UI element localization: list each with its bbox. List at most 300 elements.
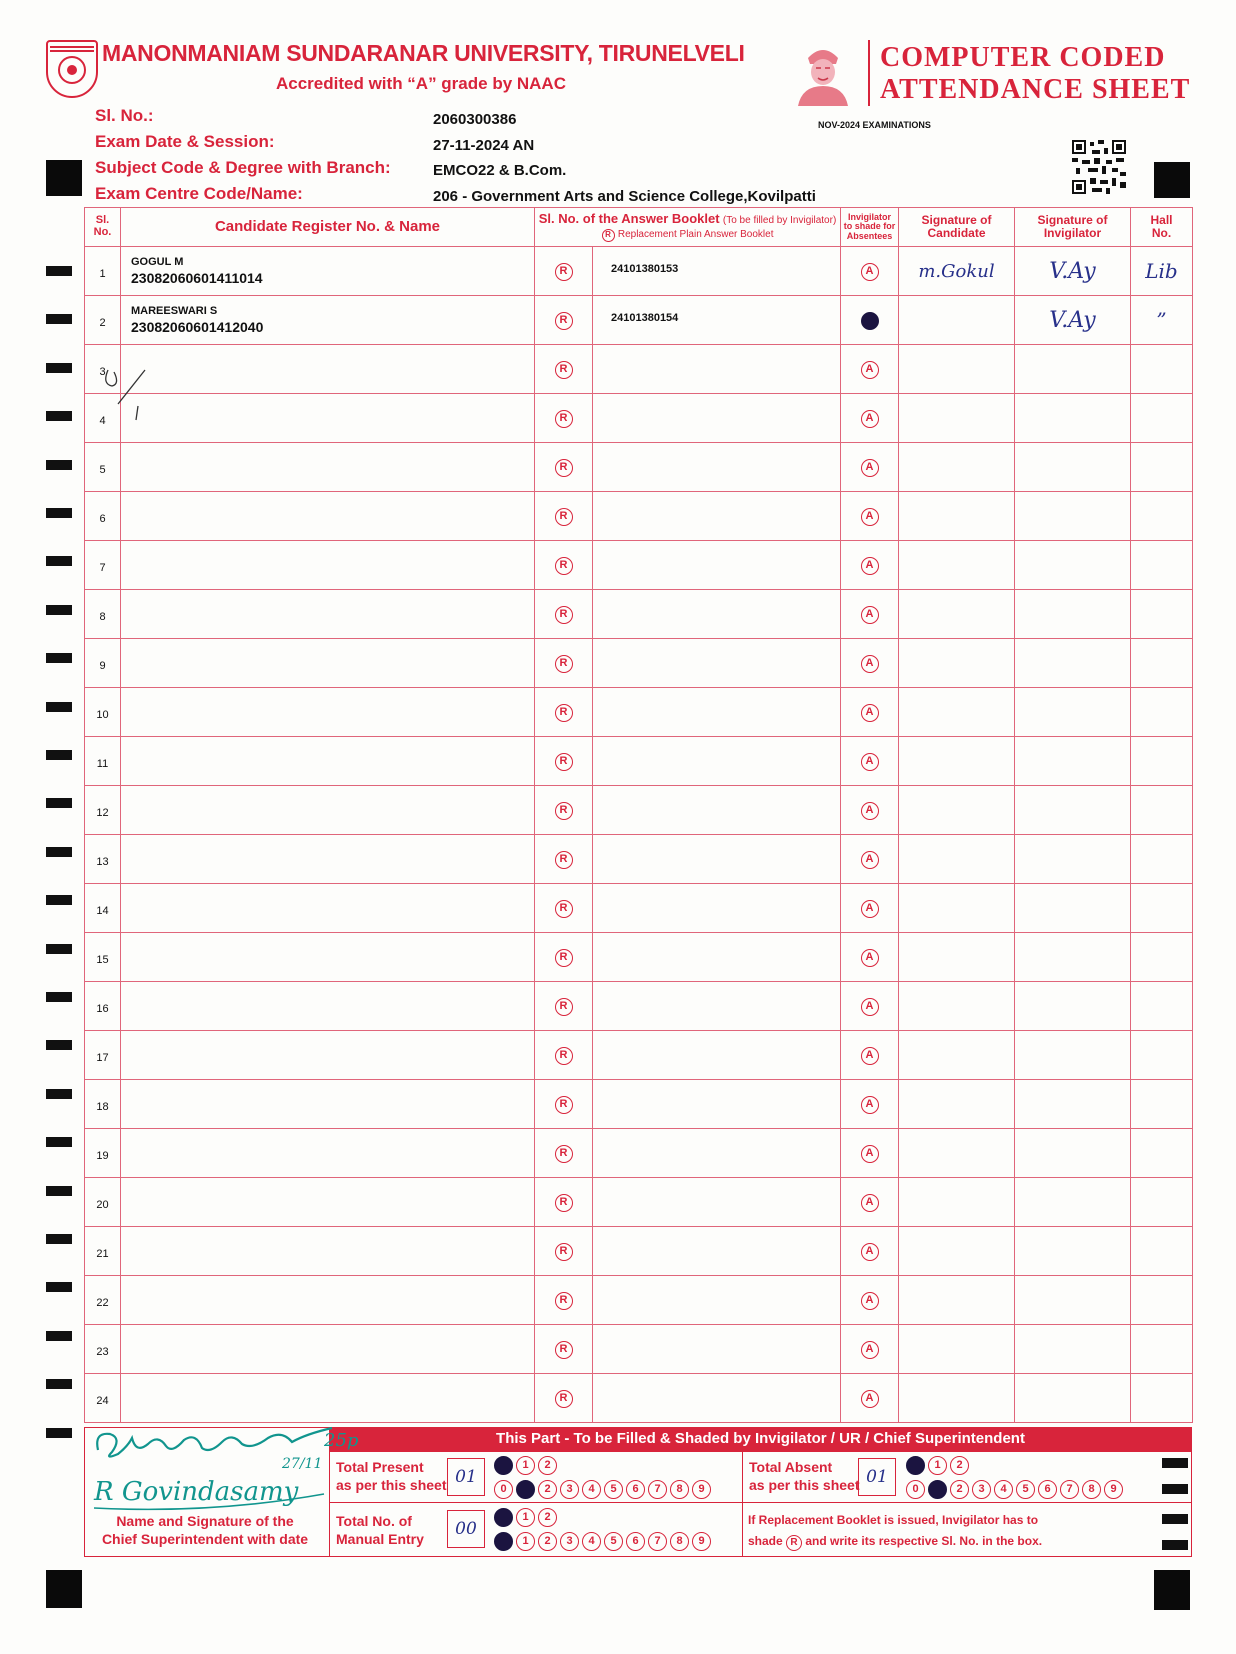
timing-mark [46,1137,72,1147]
row-invigilator-signature[interactable] [1015,737,1131,786]
row-sl-no: 9 [85,639,121,688]
row-invigilator-signature[interactable] [1015,247,1131,296]
digit-bubble[interactable]: 0 [906,1480,925,1499]
table-row [85,982,1193,1031]
timing-mark [46,1089,72,1099]
row-sl-no: 3 [85,345,121,394]
table-row [85,1129,1193,1178]
digit-bubble[interactable]: 6 [1038,1480,1057,1499]
row-replacement-cell[interactable] [535,1129,593,1178]
digit-bubble[interactable]: 1 [516,1508,535,1527]
replacement-bubble[interactable]: R [555,459,573,477]
row-invigilator-signature[interactable] [1015,786,1131,835]
row-candidate [121,1276,535,1325]
table-row [85,1031,1193,1080]
row-absent-cell[interactable] [841,688,899,737]
absent-bubble[interactable]: A [861,998,879,1016]
row-absent-cell[interactable] [841,492,899,541]
row-absent-cell[interactable] [841,982,899,1031]
digit-bubble[interactable]: 6 [626,1532,645,1551]
digit-bubble[interactable]: 1 [516,1532,535,1551]
row-candidate-signature[interactable] [899,1178,1015,1227]
digit-bubble[interactable]: 0 [494,1480,513,1499]
row-absent-cell[interactable] [841,1178,899,1227]
absent-bubble[interactable]: A [861,508,879,526]
row-invigilator-signature[interactable] [1015,443,1131,492]
row-replacement-cell[interactable] [535,1325,593,1374]
replacement-bubble[interactable]: R [555,410,573,428]
table-row [85,345,1193,394]
row-hall-no[interactable] [1131,1374,1193,1423]
manual-entry-unit-bubbles[interactable] [494,1532,711,1551]
row-invigilator-signature[interactable] [1015,884,1131,933]
table-row [85,933,1193,982]
row-candidate-signature[interactable] [899,786,1015,835]
row-booklet-no[interactable] [593,1325,841,1374]
row-absent-cell[interactable] [841,1129,899,1178]
replacement-bubble[interactable]: R [555,1292,573,1310]
row-booklet-no[interactable] [593,296,841,345]
row-hall-no[interactable] [1131,443,1193,492]
replacement-bubble[interactable]: R [555,1341,573,1359]
row-booklet-no[interactable] [593,1178,841,1227]
row-hall-no[interactable] [1131,394,1193,443]
row-absent-cell[interactable] [841,1031,899,1080]
absent-bubble[interactable]: A [861,459,879,477]
row-absent-cell[interactable] [841,835,899,884]
row-replacement-cell[interactable] [535,590,593,639]
digit-bubble[interactable]: 8 [670,1532,689,1551]
row-hall-no[interactable] [1131,688,1193,737]
digit-bubble[interactable] [494,1456,513,1475]
replacement-bubble[interactable]: R [555,606,573,624]
replacement-bubble[interactable]: R [555,1390,573,1408]
row-booklet-no[interactable] [593,884,841,933]
row-booklet-no[interactable] [593,1374,841,1423]
founder-portrait-icon [792,40,854,106]
row-hall-no[interactable] [1131,737,1193,786]
row-replacement-cell[interactable] [535,345,593,394]
table-row [85,492,1193,541]
row-booklet-no[interactable] [593,541,841,590]
table-row [85,296,1193,345]
digit-bubble[interactable]: 5 [604,1480,623,1499]
replacement-bubble[interactable]: R [555,361,573,379]
row-absent-cell[interactable] [841,1276,899,1325]
manual-entry-value[interactable]: 00 [447,1510,485,1548]
row-candidate [121,443,535,492]
row-absent-cell[interactable] [841,296,899,345]
row-candidate-signature[interactable] [899,590,1015,639]
row-invigilator-signature[interactable] [1015,1080,1131,1129]
timing-mark [46,798,72,808]
manual-entry-tens-bubbles[interactable] [494,1508,557,1527]
row-candidate-signature[interactable] [899,639,1015,688]
row-candidate-signature[interactable] [899,982,1015,1031]
absent-bubble[interactable]: A [861,410,879,428]
row-candidate-signature[interactable] [899,1374,1015,1423]
digit-bubble[interactable]: 7 [648,1480,667,1499]
absent-bubble[interactable]: A [861,1292,879,1310]
replacement-bubble[interactable]: R [555,704,573,722]
row-replacement-cell[interactable] [535,884,593,933]
digit-bubble[interactable] [494,1508,513,1527]
row-replacement-cell[interactable] [535,247,593,296]
row-candidate-signature[interactable] [899,835,1015,884]
digit-bubble[interactable]: 1 [928,1456,947,1475]
row-booklet-no[interactable] [593,345,841,394]
digit-bubble[interactable]: 7 [1060,1480,1079,1499]
total-absent-value[interactable]: 01 [858,1458,896,1496]
total-absent-unit-bubbles[interactable] [906,1480,1123,1499]
timing-mark [46,605,72,615]
absent-bubble[interactable]: A [861,1390,879,1408]
row-candidate-signature[interactable] [899,1031,1015,1080]
hall-number: Lib [1145,259,1178,283]
digit-bubble[interactable]: 3 [560,1532,579,1551]
row-replacement-cell[interactable] [535,443,593,492]
row-absent-cell[interactable] [841,247,899,296]
digit-bubble[interactable]: 5 [604,1532,623,1551]
digit-bubble[interactable]: 2 [538,1480,557,1499]
row-absent-cell[interactable] [841,443,899,492]
absent-bubble[interactable]: A [861,753,879,771]
row-candidate [121,835,535,884]
row-hall-no[interactable] [1131,1178,1193,1227]
digit-bubble[interactable]: 8 [1082,1480,1101,1499]
booklet-number: 24101380154 [611,312,679,324]
row-absent-cell[interactable] [841,1227,899,1276]
row-invigilator-signature[interactable] [1015,394,1131,443]
replacement-bubble[interactable]: R [555,1145,573,1163]
row-absent-cell[interactable] [841,639,899,688]
replacement-bubble[interactable]: R [555,851,573,869]
row-booklet-no[interactable] [593,247,841,296]
replacement-bubble[interactable]: R [555,263,573,281]
row-replacement-cell[interactable] [535,835,593,884]
corner-mark-top-right [1154,162,1190,198]
row-invigilator-signature[interactable] [1015,1031,1131,1080]
row-hall-no[interactable] [1131,933,1193,982]
row-sl-no: 17 [85,1031,121,1080]
row-absent-cell[interactable] [841,345,899,394]
qr-code-icon [1072,140,1126,194]
row-booklet-no[interactable] [593,933,841,982]
row-invigilator-signature[interactable] [1015,345,1131,394]
row-candidate-signature[interactable] [899,394,1015,443]
digit-bubble[interactable]: 2 [538,1532,557,1551]
digit-bubble[interactable]: 9 [1104,1480,1123,1499]
timing-mark [46,556,72,566]
row-booklet-no[interactable] [593,737,841,786]
row-candidate-signature[interactable] [899,443,1015,492]
row-hall-no[interactable] [1131,492,1193,541]
total-present-label: Total Present as per this sheet [336,1459,447,1493]
digit-bubble[interactable]: 4 [582,1480,601,1499]
row-booklet-no[interactable] [593,1031,841,1080]
pen-strike-mark [100,364,160,424]
timing-mark [46,1379,72,1389]
sl-no-value: 2060300386 [433,111,517,128]
absent-bubble[interactable]: A [861,851,879,869]
row-replacement-cell[interactable] [535,1374,593,1423]
row-invigilator-signature[interactable] [1015,1374,1131,1423]
row-replacement-cell[interactable] [535,394,593,443]
row-sl-no: 20 [85,1178,121,1227]
row-hall-no[interactable] [1131,345,1193,394]
row-replacement-cell[interactable] [535,639,593,688]
row-hall-no[interactable] [1131,590,1193,639]
row-candidate-signature[interactable] [899,1227,1015,1276]
digit-bubble[interactable]: 9 [692,1532,711,1551]
absent-bubble[interactable]: A [861,606,879,624]
absent-bubble[interactable]: A [861,802,879,820]
digit-bubble[interactable] [906,1456,925,1475]
total-absent-tens-bubbles[interactable] [906,1456,969,1475]
row-candidate [121,541,535,590]
row-replacement-cell[interactable] [535,492,593,541]
row-candidate-signature[interactable] [899,296,1015,345]
row-sl-no: 22 [85,1276,121,1325]
digit-bubble[interactable]: 6 [626,1480,645,1499]
row-hall-no[interactable] [1131,1031,1193,1080]
row-invigilator-signature[interactable] [1015,1178,1131,1227]
digit-bubble[interactable]: 2 [950,1480,969,1499]
replacement-bubble[interactable]: R [555,753,573,771]
row-hall-no[interactable] [1131,1080,1193,1129]
row-replacement-cell[interactable] [535,296,593,345]
row-replacement-cell[interactable] [535,786,593,835]
row-invigilator-signature[interactable] [1015,1227,1131,1276]
row-replacement-cell[interactable] [535,541,593,590]
row-candidate-signature[interactable] [899,688,1015,737]
row-candidate [121,786,535,835]
replacement-bubble[interactable]: R [555,1194,573,1212]
header-divider [868,40,870,106]
row-replacement-cell[interactable] [535,1080,593,1129]
row-candidate-signature[interactable] [899,541,1015,590]
replacement-bubble[interactable]: R [555,655,573,673]
replacement-bubble[interactable]: R [555,998,573,1016]
replacement-bubble[interactable]: R [555,312,573,330]
replacement-bubble[interactable]: R [555,1047,573,1065]
absent-bubble[interactable]: A [861,655,879,673]
corner-mark-bottom-left [46,1570,82,1608]
total-present-tens-bubbles[interactable] [494,1456,557,1475]
row-invigilator-signature[interactable] [1015,835,1131,884]
row-absent-cell[interactable] [841,590,899,639]
row-absent-cell[interactable] [841,933,899,982]
timing-mark [46,895,72,905]
row-candidate [121,884,535,933]
row-candidate-signature[interactable] [899,1276,1015,1325]
digit-bubble[interactable]: 2 [538,1508,557,1527]
row-invigilator-signature[interactable] [1015,1276,1131,1325]
replacement-bubble[interactable]: R [555,1096,573,1114]
table-row [85,443,1193,492]
row-sl-no: 14 [85,884,121,933]
invigilator-signature: V.Ay [1049,258,1096,284]
absent-bubble[interactable]: A [861,1341,879,1359]
row-candidate-signature[interactable] [899,884,1015,933]
row-replacement-cell[interactable] [535,933,593,982]
total-present-unit-bubbles[interactable] [494,1480,711,1499]
row-booklet-no[interactable] [593,639,841,688]
replacement-bubble[interactable]: R [555,1243,573,1261]
row-absent-cell[interactable] [841,1325,899,1374]
row-booklet-no[interactable] [593,835,841,884]
row-hall-no[interactable] [1131,1325,1193,1374]
row-replacement-cell[interactable] [535,1031,593,1080]
absent-bubble[interactable]: A [861,1047,879,1065]
row-absent-cell[interactable] [841,1374,899,1423]
absent-bubble[interactable]: A [861,1096,879,1114]
row-replacement-cell[interactable] [535,982,593,1031]
row-candidate [121,1129,535,1178]
row-invigilator-signature[interactable] [1015,933,1131,982]
digit-bubble[interactable]: 9 [692,1480,711,1499]
header-invigilator-absentees: Invigilator to shade for Absentees [841,208,899,247]
row-hall-no[interactable] [1131,1227,1193,1276]
row-candidate-signature[interactable] [899,1080,1015,1129]
bottom-banner: This Part - To be Filled & Shaded by Invigilator / UR / Chief Superintendent [329,1427,1192,1451]
row-replacement-cell[interactable] [535,1227,593,1276]
digit-bubble[interactable]: 8 [670,1480,689,1499]
row-booklet-no[interactable] [593,590,841,639]
digit-bubble[interactable]: 2 [950,1456,969,1475]
row-hall-no[interactable] [1131,541,1193,590]
replacement-legend-icon: R [602,229,615,242]
row-booklet-no[interactable] [593,786,841,835]
row-booklet-no[interactable] [593,982,841,1031]
row-invigilator-signature[interactable] [1015,982,1131,1031]
absent-bubble[interactable] [861,312,879,330]
absent-bubble[interactable]: A [861,263,879,281]
row-booklet-no[interactable] [593,688,841,737]
row-replacement-cell[interactable] [535,737,593,786]
absent-bubble[interactable]: A [861,1145,879,1163]
row-candidate-signature[interactable] [899,492,1015,541]
svg-text:25p: 25p [324,1430,359,1451]
absent-bubble[interactable]: A [861,949,879,967]
row-replacement-cell[interactable] [535,688,593,737]
row-invigilator-signature[interactable] [1015,590,1131,639]
digit-bubble[interactable]: 4 [994,1480,1013,1499]
timing-mark [46,460,72,470]
timing-mark [46,1331,72,1341]
absent-bubble[interactable]: A [861,361,879,379]
absent-bubble[interactable]: A [861,900,879,918]
replacement-bubble[interactable]: R [555,900,573,918]
row-absent-cell[interactable] [841,737,899,786]
row-hall-no[interactable] [1131,982,1193,1031]
row-candidate [121,394,535,443]
row-absent-cell[interactable] [841,786,899,835]
digit-bubble[interactable] [516,1480,535,1499]
row-candidate-signature[interactable] [899,933,1015,982]
row-booklet-no[interactable] [593,1276,841,1325]
row-invigilator-signature[interactable] [1015,296,1131,345]
exam-date-value: 27-11-2024 AN [433,137,535,154]
total-present-value[interactable]: 01 [447,1458,485,1496]
digit-bubble[interactable]: 3 [560,1480,579,1499]
timing-mark [46,992,72,1002]
candidate-register-no: 23082060601411014 [131,270,263,286]
replacement-bubble[interactable]: R [555,557,573,575]
row-booklet-no[interactable] [593,1080,841,1129]
row-booklet-no[interactable] [593,443,841,492]
row-absent-cell[interactable] [841,1080,899,1129]
digit-bubble[interactable]: 1 [516,1456,535,1475]
row-absent-cell[interactable] [841,884,899,933]
row-candidate-signature[interactable] [899,345,1015,394]
absent-bubble[interactable]: A [861,557,879,575]
centre-value: 206 - Government Arts and Science College,Kovilpatti [433,188,816,205]
row-booklet-no[interactable] [593,1129,841,1178]
row-candidate-signature[interactable] [899,1325,1015,1374]
timing-mark [46,266,72,276]
row-invigilator-signature[interactable] [1015,541,1131,590]
row-candidate-signature[interactable] [899,1129,1015,1178]
row-replacement-cell[interactable] [535,1276,593,1325]
row-candidate-signature[interactable] [899,737,1015,786]
digit-bubble[interactable]: 3 [972,1480,991,1499]
manual-entry-label: Total No. of Manual Entry [336,1513,424,1547]
total-absent-label: Total Absent as per this sheet [749,1459,860,1493]
row-hall-no[interactable] [1131,835,1193,884]
row-candidate-signature[interactable] [899,247,1015,296]
row-hall-no[interactable] [1131,884,1193,933]
row-replacement-cell[interactable] [535,1178,593,1227]
row-invigilator-signature[interactable] [1015,1129,1131,1178]
row-candidate [121,247,535,296]
row-invigilator-signature[interactable] [1015,1325,1131,1374]
row-booklet-no[interactable] [593,394,841,443]
replacement-bubble[interactable]: R [555,949,573,967]
table-row [85,639,1193,688]
absent-bubble[interactable]: A [861,704,879,722]
digit-bubble[interactable]: 5 [1016,1480,1035,1499]
row-invigilator-signature[interactable] [1015,639,1131,688]
row-hall-no[interactable] [1131,1129,1193,1178]
row-absent-cell[interactable] [841,394,899,443]
digit-bubble[interactable] [928,1480,947,1499]
row-booklet-no[interactable] [593,1227,841,1276]
digit-bubble[interactable]: 7 [648,1532,667,1551]
digit-bubble[interactable]: 2 [538,1456,557,1475]
replacement-bubble[interactable]: R [555,508,573,526]
row-booklet-no[interactable] [593,492,841,541]
row-sl-no: 18 [85,1080,121,1129]
absent-bubble[interactable]: A [861,1194,879,1212]
row-invigilator-signature[interactable] [1015,492,1131,541]
row-hall-no[interactable] [1131,786,1193,835]
row-hall-no[interactable] [1131,296,1193,345]
replacement-bubble[interactable]: R [555,802,573,820]
row-absent-cell[interactable] [841,541,899,590]
digit-bubble[interactable]: 4 [582,1532,601,1551]
row-hall-no[interactable] [1131,639,1193,688]
timing-mark [46,1040,72,1050]
timing-mark [46,944,72,954]
row-invigilator-signature[interactable] [1015,688,1131,737]
timing-mark [46,314,72,324]
row-hall-no[interactable] [1131,247,1193,296]
timing-mark [46,702,72,712]
row-hall-no[interactable] [1131,1276,1193,1325]
absent-bubble[interactable]: A [861,1243,879,1261]
digit-bubble[interactable] [494,1532,513,1551]
